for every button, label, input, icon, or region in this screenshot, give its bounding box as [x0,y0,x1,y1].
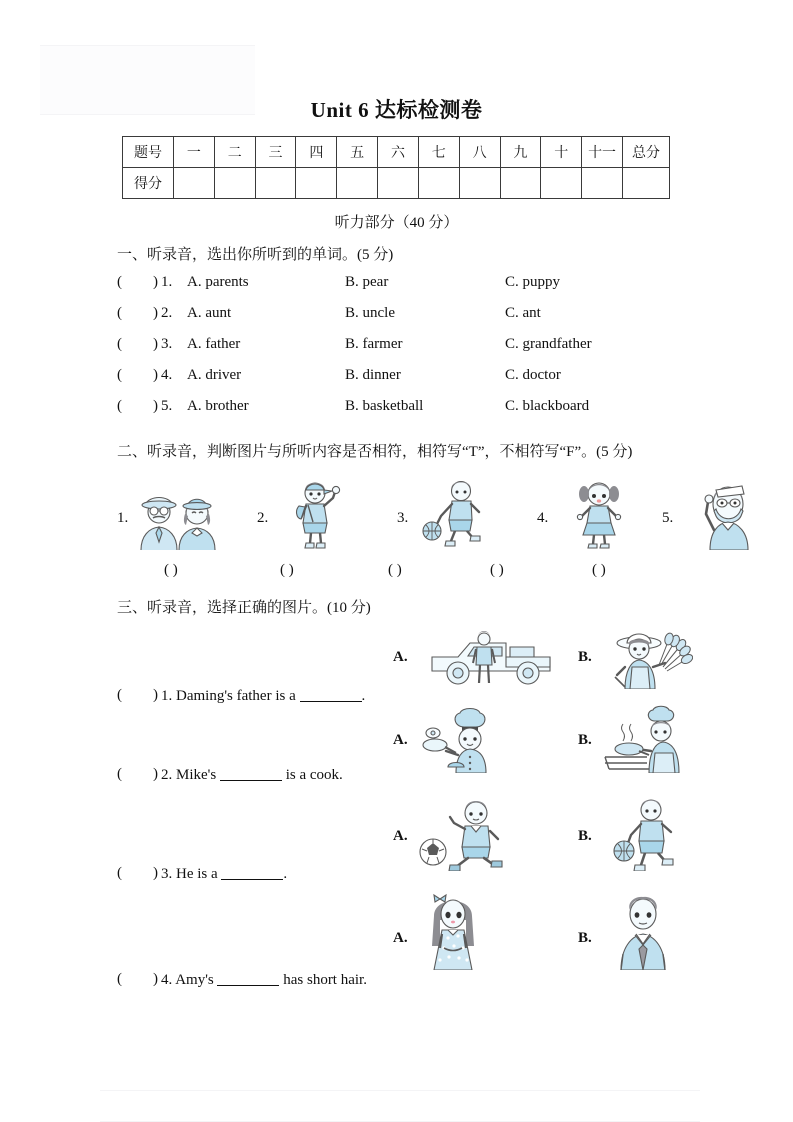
option-b[interactable]: B. dinner [345,367,401,383]
question-sentence-before: Mike's [176,767,217,783]
farmer-with-wheat-picture[interactable] [603,627,693,689]
score-table-header-cell-total: 总分 [623,137,670,168]
cook-at-stove-picture[interactable] [603,705,698,773]
fill-in-blank[interactable] [300,687,362,702]
question-sentence-before: He is a [176,866,218,882]
option-b[interactable]: B. pear [345,274,389,290]
score-input-cell[interactable] [296,168,337,199]
answer-paren-close: ) [153,367,158,383]
question-sentence-after: is a cook. [285,767,343,783]
section-two-picture-item-4 [537,478,647,550]
option-a[interactable]: A. father [187,336,241,352]
question-number: 3. [161,866,173,882]
score-input-cell[interactable] [500,168,541,199]
option-a[interactable]: A. parents [187,274,249,290]
question-number: 2. [161,305,173,321]
boy-dribbling-basketball-picture [415,478,503,550]
score-input-cell[interactable] [378,168,419,199]
section-two-answer-blank-5[interactable]: ( ) [592,562,606,578]
score-table-row-label: 题号 [123,137,174,168]
score-table-header-cell: 九 [500,137,541,168]
question-sentence-before: Amy's [175,972,214,988]
choice-a-label-q4: A. [393,930,408,946]
boy-playing-basketball-picture[interactable] [603,795,693,871]
answer-paren-open: ( [117,336,122,352]
score-table-header-cell: 七 [418,137,459,168]
answer-paren-open: ( [117,766,122,782]
option-c[interactable]: C. doctor [505,367,561,383]
answer-paren-close: ) [153,865,158,881]
section-one-question-2[interactable] [117,305,717,327]
option-c[interactable]: C. ant [505,305,541,321]
score-input-cell[interactable] [541,168,582,199]
section-two-picture-item-3 [397,478,507,550]
answer-paren-open: ( [117,274,122,290]
answer-paren-close: ) [153,398,158,414]
picture-number: 4. [537,510,549,526]
picture-number: 2. [257,510,269,526]
section-two-header: 二、听录音，判断图片与所听内容是否相符，相符写“T”，不相符写“F”。(5 分) [117,444,633,460]
option-c[interactable]: C. puppy [505,274,561,290]
score-table [122,136,670,199]
section-three-header: 三、听录音，选择正确的图片。(10 分) [117,600,371,616]
girl-standing-picture [555,478,643,550]
option-c[interactable]: C. grandfather [505,336,592,352]
answer-paren-close: ) [153,274,158,290]
answer-paren-close: ) [153,766,158,782]
choice-a-label-q1: A. [393,649,408,665]
section-two-answer-blank-3[interactable]: ( ) [388,562,402,578]
answer-paren-open: ( [117,687,122,703]
question-sentence-after: . [283,866,288,882]
picture-number: 5. [662,510,674,526]
score-table-header-cell: 三 [255,137,296,168]
answer-paren-close: ) [153,687,158,703]
section-two-answer-blank-4[interactable]: ( ) [490,562,504,578]
score-input-cell-total[interactable] [623,168,670,199]
section-one-question-5[interactable] [117,398,717,420]
score-input-cell[interactable] [255,168,296,199]
option-b[interactable]: B. uncle [345,305,395,321]
choice-a-label-q2: A. [393,732,408,748]
question-number: 4. [161,367,173,383]
score-table-header-cell: 五 [337,137,378,168]
score-table-header-cell: 十 [541,137,582,168]
option-a[interactable]: A. brother [187,398,249,414]
question-sentence-before: Daming's father is a [176,688,296,704]
answer-paren-open: ( [117,971,122,987]
driver-with-truck-picture[interactable] [418,627,558,689]
table-row-scores [123,168,670,199]
question-number: 3. [161,336,173,352]
fill-in-blank[interactable] [221,865,283,880]
section-two-picture-item-2 [257,478,367,550]
score-table-header-cell: 十一 [582,137,623,168]
fill-in-blank[interactable] [220,766,282,781]
scan-artifact-line [40,45,255,46]
option-b[interactable]: B. farmer [345,336,403,352]
question-number: 1. [161,688,173,704]
answer-paren-close: ) [153,971,158,987]
answer-paren-open: ( [117,865,122,881]
grandparents-couple-picture [135,478,223,550]
question-text [161,865,287,883]
choice-b-label-q1: B. [578,649,592,665]
section-one-question-1[interactable] [117,274,717,296]
score-table-header-cell: 八 [459,137,500,168]
question-number: 1. [161,274,173,290]
section-two-answer-blank-1[interactable]: ( ) [164,562,178,578]
answer-paren-open: ( [117,367,122,383]
question-sentence-after: . [361,688,366,704]
answer-paren-open: ( [117,305,122,321]
score-input-cell[interactable] [174,168,215,199]
score-table-row-label: 得分 [123,168,174,199]
choice-a-label-q3: A. [393,828,408,844]
question-text [161,971,367,989]
choice-b-label-q3: B. [578,828,592,844]
score-table-header-cell: 二 [214,137,255,168]
man-short-hair-tie-picture[interactable] [603,890,683,970]
question-number: 2. [161,767,173,783]
section-two-picture-item-1 [117,478,227,550]
answer-paren-open: ( [117,398,122,414]
picture-number: 3. [397,510,409,526]
scan-artifact-line [100,1090,700,1091]
score-table-header-cell: 六 [378,137,419,168]
score-input-cell[interactable] [337,168,378,199]
fill-in-blank[interactable] [217,971,279,986]
section-one-question-3[interactable] [117,336,717,358]
score-table-header-cell: 四 [296,137,337,168]
section-two-answer-blank-2[interactable]: ( ) [280,562,294,578]
score-input-cell[interactable] [582,168,623,199]
option-a[interactable]: A. driver [187,367,242,383]
picture-number: 1. [117,510,129,526]
section-one-header: 一、听录音，选出你所听到的单词。(5 分) [117,247,394,263]
score-input-cell[interactable] [418,168,459,199]
score-table-header-cell: 一 [174,137,215,168]
option-a[interactable]: A. aunt [187,305,232,321]
choice-b-label-q2: B. [578,732,592,748]
answer-paren-close: ) [153,336,158,352]
question-text [161,766,343,784]
option-c[interactable]: C. blackboard [505,398,590,414]
table-row-question-numbers [123,137,670,168]
boy-waving-backpack-picture [275,478,363,550]
choice-b-label-q4: B. [578,930,592,946]
question-sentence-after: has short hair. [283,972,367,988]
option-b[interactable]: B. basketball [345,398,424,414]
score-input-cell[interactable] [459,168,500,199]
page-title: Unit 6 达标检测卷 [310,98,483,122]
question-number: 4. [161,972,173,988]
boy-playing-football-picture[interactable] [418,795,528,871]
chef-with-pan-picture[interactable] [418,705,518,773]
answer-paren-close: ) [153,305,158,321]
nurse-with-mask-picture [680,478,768,550]
section-two-picture-item-5 [662,478,772,550]
score-input-cell[interactable] [214,168,255,199]
listening-part-heading: 听力部分（40 分） [334,215,459,231]
girl-long-hair-picture[interactable] [418,890,488,970]
section-one-question-4[interactable] [117,367,717,389]
question-text [161,687,365,705]
question-number: 5. [161,398,173,414]
